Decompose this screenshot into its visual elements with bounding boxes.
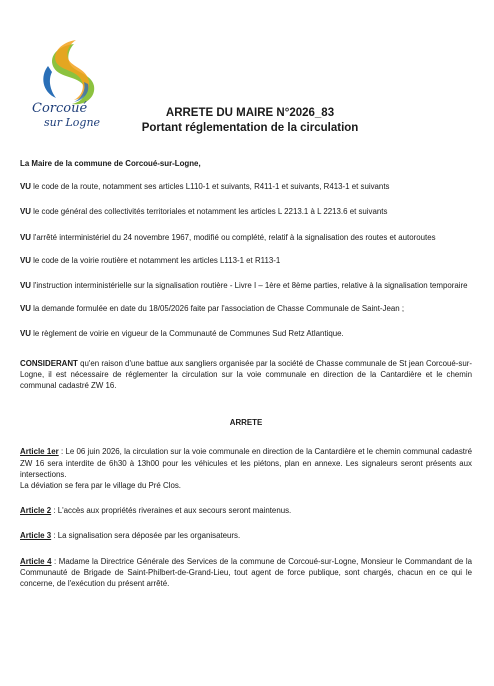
- article-1-detour: La déviation se fera par le village du Pré Clos.: [20, 481, 181, 491]
- arrete-heading: ARRETE: [229, 418, 263, 428]
- svg-text:Corcoué: Corcoué: [32, 101, 88, 116]
- considerant-paragraph: CONSIDERANT qu'en raison d'une battue aux sangliers organisée par la société de Chasse communale de St jean Corcoué-sur-Logne, il est nécessaire de réglementer la circulation sur la voie communale en direction de la Cantardière et le chemin communal cadastré ZW 16.: [20, 358, 472, 391]
- vu-paragraph: VU l'instruction interministérielle sur la signalisation routière - Livre I – 1ère et 8ème parties, relative à la signalisation temporaire: [20, 281, 468, 291]
- svg-text:sur Logne: sur Logne: [44, 116, 101, 129]
- decree-subtitle: Portant réglementation de la circulation: [141, 122, 359, 134]
- article-3: Article 3 : La signalisation sera déposée par les organisateurs.: [20, 531, 241, 541]
- intro-line: La Maire de la commune de Corcoué-sur-Logne,: [20, 159, 201, 168]
- vu-paragraph: VU le code général des collectivités territoriales et notamment les articles L 2213.1 à L 2213.6 et suivants: [20, 207, 388, 217]
- article-2: Article 2 : L'accès aux propriétés riveraines et aux secours seront maintenus.: [20, 506, 292, 516]
- vu-paragraph: VU le code de la route, notamment ses articles L110-1 et suivants, R411-1 et suivants, R413-1 et suivants: [20, 182, 390, 192]
- article-1: Article 1er : Le 06 juin 2026, la circulation sur la voie communale en direction de la Cantardière et le chemin communal cadastré ZW 16 sera interdite de 6h30 à 13h00 pour les véhicules et les piétons, plan en annexe. Les signaleurs seront présents aux intersections.: [20, 447, 472, 479]
- decree-title: ARRETE DU MAIRE N°2026_83: [165, 107, 335, 119]
- vu-paragraph: VU la demande formulée en date du 18/05/2026 faite par l'association de Chasse Communale de Saint-Jean ;: [20, 304, 405, 314]
- vu-paragraph: VU l'arrêté interministériel du 24 novembre 1967, modifié ou complété, relatif à la signalisation des routes et autoroutes: [20, 232, 436, 242]
- title-block: [100, 106, 400, 136]
- vu-paragraph: VU le règlement de voirie en vigueur de la Communauté de Communes Sud Retz Atlantique.: [20, 329, 344, 339]
- vu-paragraph: VU le code de la voirie routière et notamment les articles L113-1 et R113-1: [20, 255, 281, 265]
- article-4: Article 4 : Madame la Directrice Générale des Services de la commune de Corcoué-sur-Logne, Monsieur le Commandant de la Communauté de Brigade de Saint-Philbert-de-Grand-Lieu, tout agent de force publique, sont chargés, chacun en ce qui le concerne, de l'exécution du présent arrêté.: [20, 556, 472, 589]
- decree-body: [20, 158, 472, 589]
